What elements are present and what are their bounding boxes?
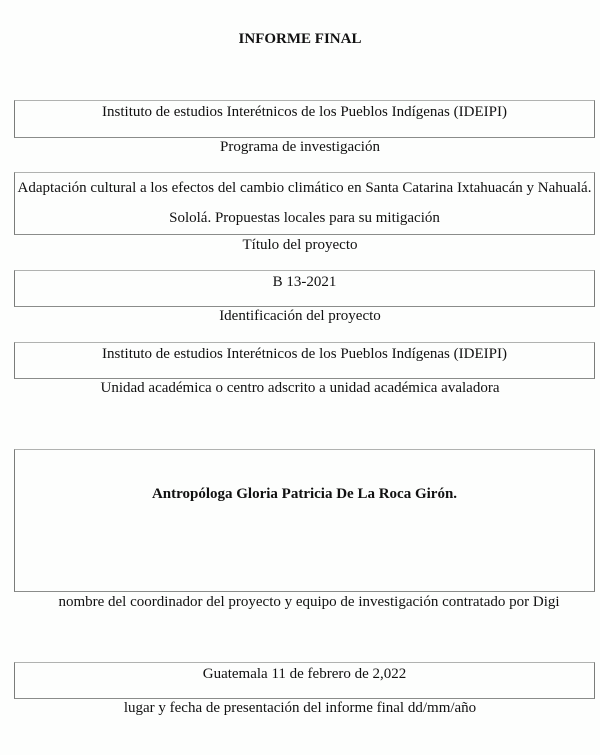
project-id-field-box — [14, 270, 595, 307]
place-date-caption: lugar y fecha de presentación del informe final dd/mm/año — [123, 700, 477, 716]
academic-unit-field-box — [14, 342, 595, 379]
project-title-line-1: Adaptación cultural a los efectos del cambio climático en Santa Catarina Ixtahuacán y Nahualá. — [17, 180, 592, 196]
place-date-value: Guatemala 11 de febrero de 2,022 — [202, 666, 407, 682]
project-title-line-2: Sololá. Propuestas locales para su mitigación — [169, 210, 440, 226]
program-caption: Programa de investigación — [220, 139, 380, 155]
project-id-caption: Identificación del proyecto — [219, 308, 381, 324]
project-title-field-box — [14, 172, 595, 235]
program-field-box — [14, 100, 595, 138]
place-date-field-box — [14, 662, 595, 699]
coordinator-value: Antropóloga Gloria Patricia De La Roca Girón. — [151, 486, 458, 502]
academic-unit-value: Instituto de estudios Interétnicos de los Pueblos Indígenas (IDEIPI) — [102, 346, 507, 362]
coordinator-field-box — [14, 449, 595, 592]
project-id-value: B 13-2021 — [272, 274, 337, 290]
academic-unit-caption: Unidad académica o centro adscrito a unidad académica avaladora — [100, 380, 500, 396]
program-value: Instituto de estudios Interétnicos de los Pueblos Indígenas (IDEIPI) — [102, 104, 507, 120]
project-title-caption: Título del proyecto — [242, 237, 358, 253]
coordinator-caption: nombre del coordinador del proyecto y equipo de investigación contratado por Digi — [58, 594, 560, 610]
document-title: INFORME FINAL — [238, 31, 362, 47]
